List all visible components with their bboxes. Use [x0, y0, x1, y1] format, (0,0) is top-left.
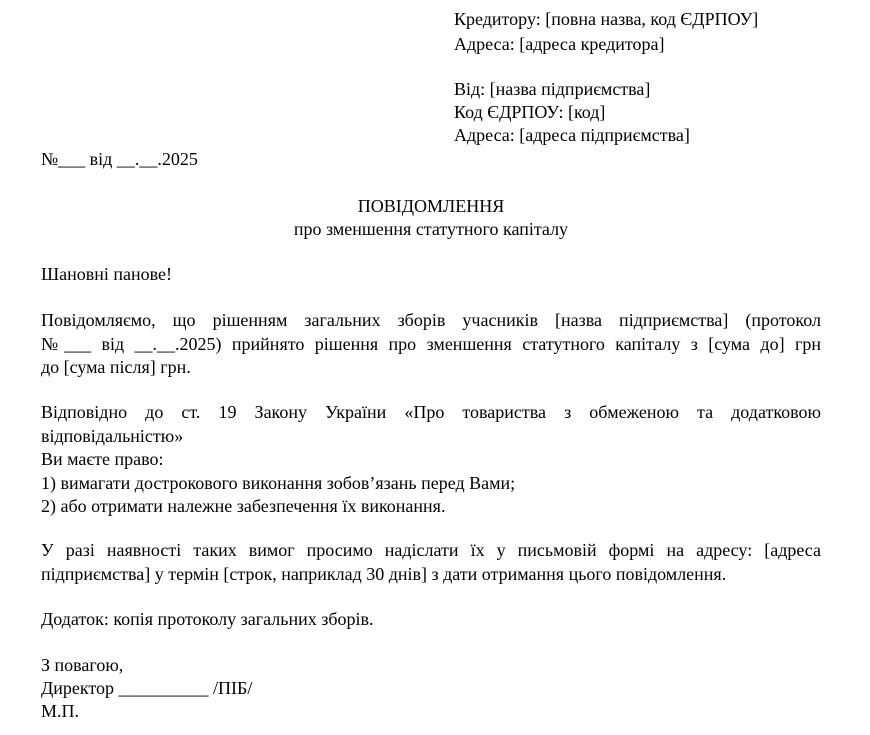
sender-address-line: Адреса: [адреса підприємства]	[454, 125, 690, 145]
paragraph-notice	[41, 309, 821, 380]
sender-line: Від: [назва підприємства]	[454, 79, 651, 99]
paragraph-notice-line: до [сума після] грн.	[41, 357, 191, 377]
paragraph-rights-line: Відповідно до ст. 19 Закону України «Про товариства з обмеженою та додатковою	[41, 402, 821, 422]
document-title: ПОВІДОМЛЕННЯ	[357, 196, 505, 216]
paragraph-rights-line: відповідальністю»	[41, 425, 184, 446]
director-signature-line: Директор __________ /ПІБ/	[41, 678, 253, 698]
salutation: Шановні панове!	[41, 264, 173, 284]
creditor-address-line: Адреса: [адреса кредитора]	[454, 34, 665, 54]
paragraph-request-line: підприємства] у термін [строк, наприклад 30 днів] з дати отримання цього повідомлення.	[41, 563, 727, 584]
paragraph-request	[41, 539, 821, 586]
creditor-line: Кредитору: [повна назва, код ЄДРПОУ]	[454, 9, 759, 29]
reference-number: №___ від __.__.2025	[41, 149, 198, 169]
paragraph-request-line: У разі наявності таких вимог просимо надіслати їх у письмовій формі на адресу: [адреса	[41, 540, 821, 560]
closing-regards: З повагою,	[41, 655, 124, 675]
rights-list-item: 1) вимагати дострокового виконання зобов’язань перед Вами;	[41, 472, 516, 493]
attachment-note: Додаток: копія протоколу загальних зборів.	[41, 609, 374, 629]
paragraph-notice-line: №___ від __.__.2025) прийнято рішення про зменшення статутного капіталу з [сума до] грн	[41, 333, 821, 354]
rights-list-item: 2) або отримати належне забезпечення їх виконання.	[41, 496, 446, 516]
edrpou-line: Код ЄДРПОУ: [код]	[454, 102, 606, 122]
stamp-placeholder: М.П.	[41, 701, 80, 721]
paragraph-rights-line: Ви маєте право:	[41, 449, 164, 469]
paragraph-rights	[41, 401, 821, 519]
paragraph-notice-line: Повідомляємо, що рішенням загальних зборів учасників [назва підприємства] (протокол	[41, 310, 821, 330]
document-subtitle: про зменшення статутного капіталу	[293, 219, 569, 239]
